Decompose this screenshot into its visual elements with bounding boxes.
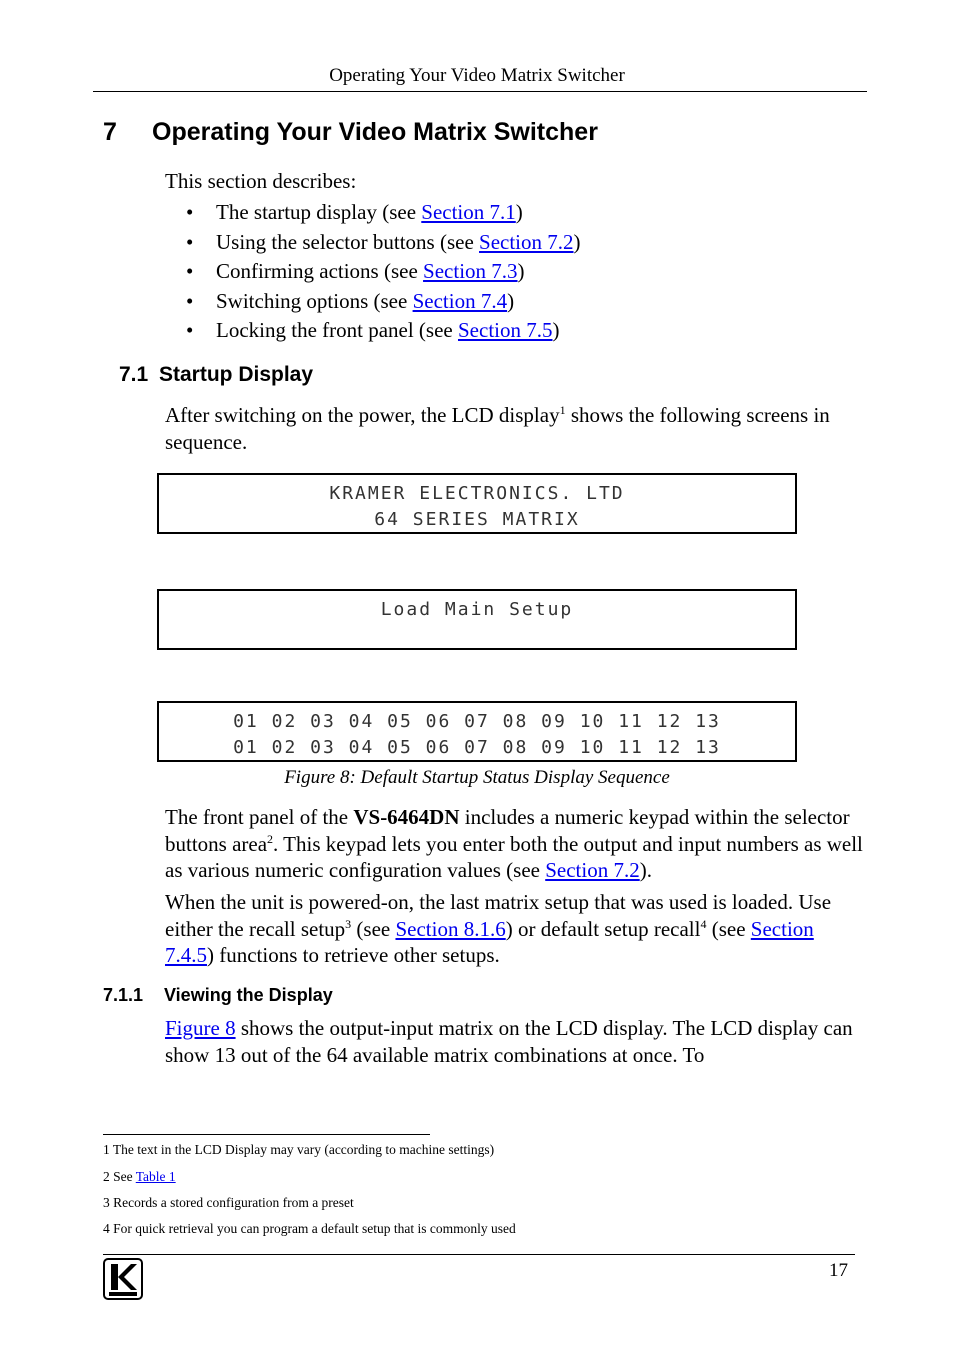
section-link[interactable]: Section 7.4.5 [165, 916, 814, 967]
section-link[interactable]: Section 7.1 [421, 200, 516, 224]
list-item: • Switching options (see Section 7.4) [186, 287, 581, 317]
lcd-line: Load Main Setup [380, 599, 574, 620]
footnote: 2 See Table 1 [103, 1169, 176, 1184]
subsection-title: Startup Display [159, 363, 314, 386]
footnote: 3 Records a stored configuration from a preset [103, 1195, 354, 1210]
intro-text: This section describes: [165, 169, 357, 193]
footnote-ref: 1 [559, 403, 566, 417]
footnote: 4 For quick retrieval you can program a default setup that is commonly used [103, 1221, 516, 1236]
lcd-line: KRAMER ELECTRONICS. LTD [329, 483, 625, 504]
paragraph-power-on: When the unit is powered-on, the last matrix setup that was used is loaded. Use either the recall setup$^3$ (see Section 8.1.6) or default setup recall$^4$ (see Section 7.4.5) functions to retrieve other setups. [165, 890, 832, 967]
section-title: Operating Your Video Matrix Switcher [152, 118, 598, 146]
subsubsection-title: Viewing the Display [164, 985, 333, 1005]
section-link[interactable]: Section 7.3 [423, 259, 518, 283]
footnote: 1 The text in the LCD Display may vary (according to machine settings) [103, 1142, 495, 1157]
section-link[interactable]: Section 7.2 [479, 229, 574, 254]
subsection-heading [119, 363, 313, 387]
figure-caption: Figure 8: Default Startup Status Display Sequence [284, 767, 670, 788]
list-item: • The startup display (see Section 7.1) [186, 198, 581, 228]
footnote-ref: 4 [700, 916, 707, 931]
lcd-screen-1 [157, 473, 797, 534]
section-heading [103, 118, 598, 147]
footnote-ref: 3 [345, 916, 352, 931]
footnote-ref: 2 [267, 831, 274, 846]
lcd-line: 64 SERIES MATRIX [374, 509, 580, 530]
paragraph-viewing: Figure 8 shows the output-input matrix on the LCD display. The LCD display can show 13 out of the 64 available matrix combinations at once. To [165, 1016, 853, 1067]
section-link[interactable]: Section 7.4 [412, 288, 508, 313]
footer-rule [103, 1254, 855, 1255]
list-item: • Using the selector buttons (see Section 7.2) [186, 228, 581, 258]
lcd-screen-2 [157, 589, 797, 650]
subsubsection-number: 7.1.1 [103, 985, 144, 1005]
paragraph-startup: After switching on the power, the LCD display$^1$ shows the following screens in sequence. [165, 403, 830, 454]
section-link[interactable]: Section 8.1.6 [395, 916, 506, 941]
running-header: Operating Your Video Matrix Switcher [329, 65, 625, 86]
kramer-logo-icon [103, 1258, 143, 1300]
bullet-list [186, 198, 581, 346]
lcd-line: 01 02 03 04 05 06 07 08 09 10 11 12 13 [233, 711, 721, 732]
table-link[interactable]: Table 1 [135, 1169, 176, 1184]
section-number: 7 [103, 118, 117, 146]
subsubsection-heading [103, 985, 333, 1006]
lcd-screen-3 [157, 701, 797, 762]
paragraph-keypad: The front panel of the VS-6464DN includes a numeric keypad within the selector buttons area$^2$. This keypad lets you enter both the output and input numbers as well as various numeric configuration values (see Section 7.2). [165, 805, 863, 882]
lcd-line: 01 02 03 04 05 06 07 08 09 10 11 12 13 [233, 737, 721, 758]
page-number: 17 [829, 1260, 848, 1281]
figure-link[interactable]: Figure 8 [165, 1016, 236, 1040]
list-item: • Locking the front panel (see Section 7.5) [186, 316, 581, 346]
header-rule [93, 91, 867, 92]
subsection-number: 7.1 [119, 363, 149, 386]
footnote-rule [103, 1134, 430, 1135]
section-link[interactable]: Section 7.5 [458, 318, 553, 342]
section-link[interactable]: Section 7.2 [545, 858, 640, 882]
list-item: • Confirming actions (see Section 7.3) [186, 257, 581, 287]
